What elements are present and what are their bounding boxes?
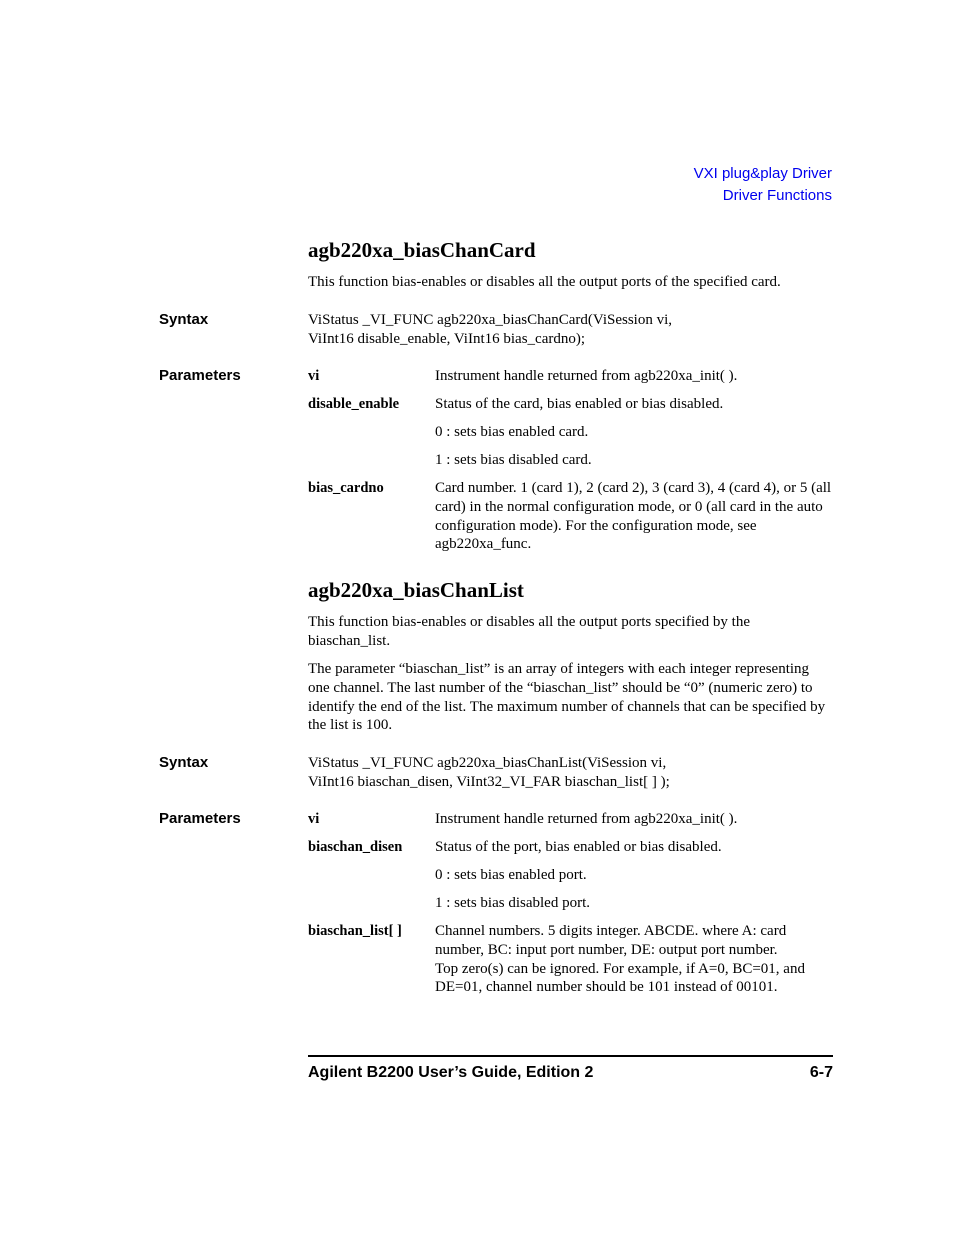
param-desc: Top zero(s) can be ignored. For example, if A=0, BC=01, and DE=01, channel number should be 101 instead of 00101.: [435, 960, 805, 996]
param-value-note: 0 : sets bias enabled port.: [435, 867, 587, 883]
syntax-block: [308, 311, 833, 349]
function-description: This function bias-enables or disables all the output ports specified by the biaschan_list.: [308, 614, 750, 649]
param-name: vi: [308, 368, 320, 384]
param-desc: Instrument handle returned from agb220xa_init( ).: [435, 811, 738, 827]
syntax-block: [308, 754, 833, 792]
param-desc: Instrument handle returned from agb220xa_init( ).: [435, 368, 738, 384]
param-value-note: 1 : sets bias disabled port.: [435, 895, 590, 911]
header-chapter-link[interactable]: VXI plug&play Driver: [693, 165, 832, 182]
parameters-label: Parameters: [159, 367, 241, 384]
syntax-line: ViStatus _VI_FUNC agb220xa_biasChanCard(ViSession vi,: [308, 312, 673, 328]
param-value-note: 0 : sets bias enabled card.: [435, 424, 589, 440]
running-header: [694, 165, 832, 205]
parameters-label: Parameters: [159, 810, 241, 827]
syntax-line: ViStatus _VI_FUNC agb220xa_biasChanList(ViSession vi,: [308, 755, 667, 771]
param-value-note: 1 : sets bias disabled card.: [435, 452, 592, 468]
footer-rule: [308, 1055, 833, 1057]
param-name: bias_cardno: [308, 480, 384, 496]
header-section-link[interactable]: Driver Functions: [722, 187, 832, 204]
param-desc: Channel numbers. 5 digits integer. ABCDE. where A: card number, BC: input port number, DE: output port number.: [435, 923, 787, 958]
param-name: vi: [308, 811, 320, 827]
param-desc-block: [435, 922, 835, 997]
footer-title: Agilent B2200 User’s Guide, Edition 2: [308, 1064, 594, 1081]
syntax-line: ViInt16 disable_enable, ViInt16 bias_cardno);: [308, 330, 586, 347]
param-desc: Status of the port, bias enabled or bias disabled.: [435, 839, 722, 855]
function-description: This function bias-enables or disables all the output ports of the specified card.: [308, 274, 781, 290]
syntax-line: ViInt16 biaschan_disen, ViInt32_VI_FAR biaschan_list[ ] );: [308, 773, 670, 790]
function-title-biaschancard: agb220xa_biasChanCard: [308, 238, 536, 262]
page-number: 6-7: [809, 1064, 833, 1081]
syntax-label: Syntax: [159, 311, 209, 328]
function-description: The parameter “biaschan_list” is an array of integers with each integer representing one channel. The last number of the “biaschan_list” should be “0” (numeric zero) to identify the end of the list. The maximum number of channels that can be specified by the list is 100.: [308, 661, 826, 734]
param-desc: Status of the card, bias enabled or bias disabled.: [435, 396, 724, 412]
param-desc: Card number. 1 (card 1), 2 (card 2), 3 (card 3), 4 (card 4), or 5 (all card) in the normal configuration mode, or 0 (all card in the auto configuration mode). For the configuration mode, see agb220xa_func.: [435, 480, 832, 553]
param-name: biaschan_disen: [308, 839, 403, 855]
param-name: disable_enable: [308, 396, 400, 412]
function-title-biaschanlist: agb220xa_biasChanList: [308, 578, 524, 602]
syntax-label: Syntax: [159, 754, 209, 771]
param-name: biaschan_list[ ]: [308, 923, 402, 939]
